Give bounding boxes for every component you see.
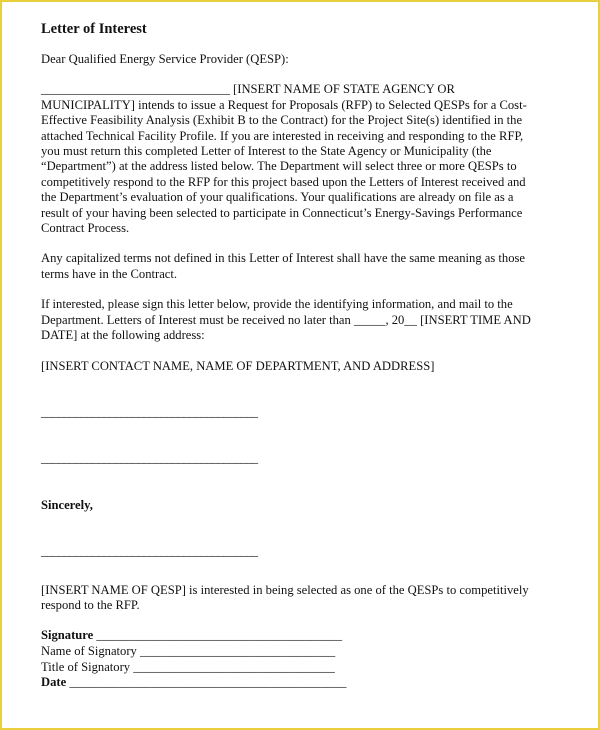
signature-field <box>41 628 571 644</box>
intro-line: Effective Feasibility Analysis (Exhibit B to the Contract) for the Project Site(s) identified in the <box>41 113 523 128</box>
instructions-line: DATE] at the following address: <box>41 328 205 343</box>
title-field <box>41 660 571 676</box>
document-page <box>2 2 598 728</box>
instructions-line: Department. Letters of Interest must be received no later than _____, 20__ [INSERT TIME AND <box>41 312 531 327</box>
definitions-line: Any capitalized terms not defined in this Letter of Interest shall have the same meaning as those <box>41 251 526 266</box>
intro-line: the Department’s evaluation of your qualifications. Your qualifications are already on file as a <box>41 190 514 205</box>
blank-signature-line-2: ______________________________________ <box>41 451 258 466</box>
salutation: Dear Qualified Energy Service Provider (QESP): <box>41 52 289 66</box>
qesp-paragraph <box>41 583 571 614</box>
contact-placeholder: [INSERT CONTACT NAME, NAME OF DEPARTMENT, AND ADDRESS] <box>41 358 435 373</box>
intro-line: result of your having been selected to participate in Connecticut’s Energy-Savings Performance <box>41 205 523 220</box>
definitions-line: terms have in the Contract. <box>41 266 178 281</box>
date-field <box>41 675 571 691</box>
intro-line: you must return this completed Letter of Interest to the State Agency or Municipality (the <box>41 144 492 159</box>
signature-label: Signature <box>41 628 94 643</box>
qesp-line: respond to the RFP. <box>41 597 140 612</box>
blank-signature-line-3: ______________________________________ <box>41 544 258 559</box>
title-line: ________________________________ <box>133 659 335 674</box>
date-line: ____________________________________________ <box>69 675 347 690</box>
instructions-paragraph <box>41 297 571 343</box>
letter-body <box>41 20 571 691</box>
intro-line: attached Technical Facility Profile. If you are interested in receiving and responding to the RFP, <box>41 128 524 143</box>
intro-line: competitively respond to the RFP for this project based upon the Letters of Interest received and <box>41 174 526 189</box>
intro-line: ______________________________ [INSERT NAME OF STATE AGENCY OR <box>41 82 455 97</box>
intro-line: Contract Process. <box>41 221 130 236</box>
intro-paragraph <box>41 82 571 236</box>
blank-signature-line-1: ______________________________________ <box>41 404 258 419</box>
signature-line: _______________________________________ <box>96 628 342 643</box>
name-line: _______________________________ <box>140 643 336 658</box>
title-label: Title of Signatory <box>41 659 131 674</box>
name-field <box>41 644 571 660</box>
letter-title: Letter of Interest <box>41 21 147 37</box>
qesp-line: [INSERT NAME OF QESP] is interested in being selected as one of the QESPs to competitively <box>41 582 529 597</box>
closing: Sincerely, <box>41 497 93 512</box>
definitions-paragraph <box>41 251 571 282</box>
intro-line: “Department”) at the address listed below. The Department will select three or more QESPs to <box>41 159 517 174</box>
intro-line: MUNICIPALITY] intends to issue a Request for Proposals (RFP) to Selected QESPs for a Cost- <box>41 97 527 112</box>
instructions-line: If interested, please sign this letter below, provide the identifying information, and mail to the <box>41 297 513 312</box>
date-label: Date <box>41 675 67 690</box>
name-label: Name of Signatory <box>41 643 137 658</box>
